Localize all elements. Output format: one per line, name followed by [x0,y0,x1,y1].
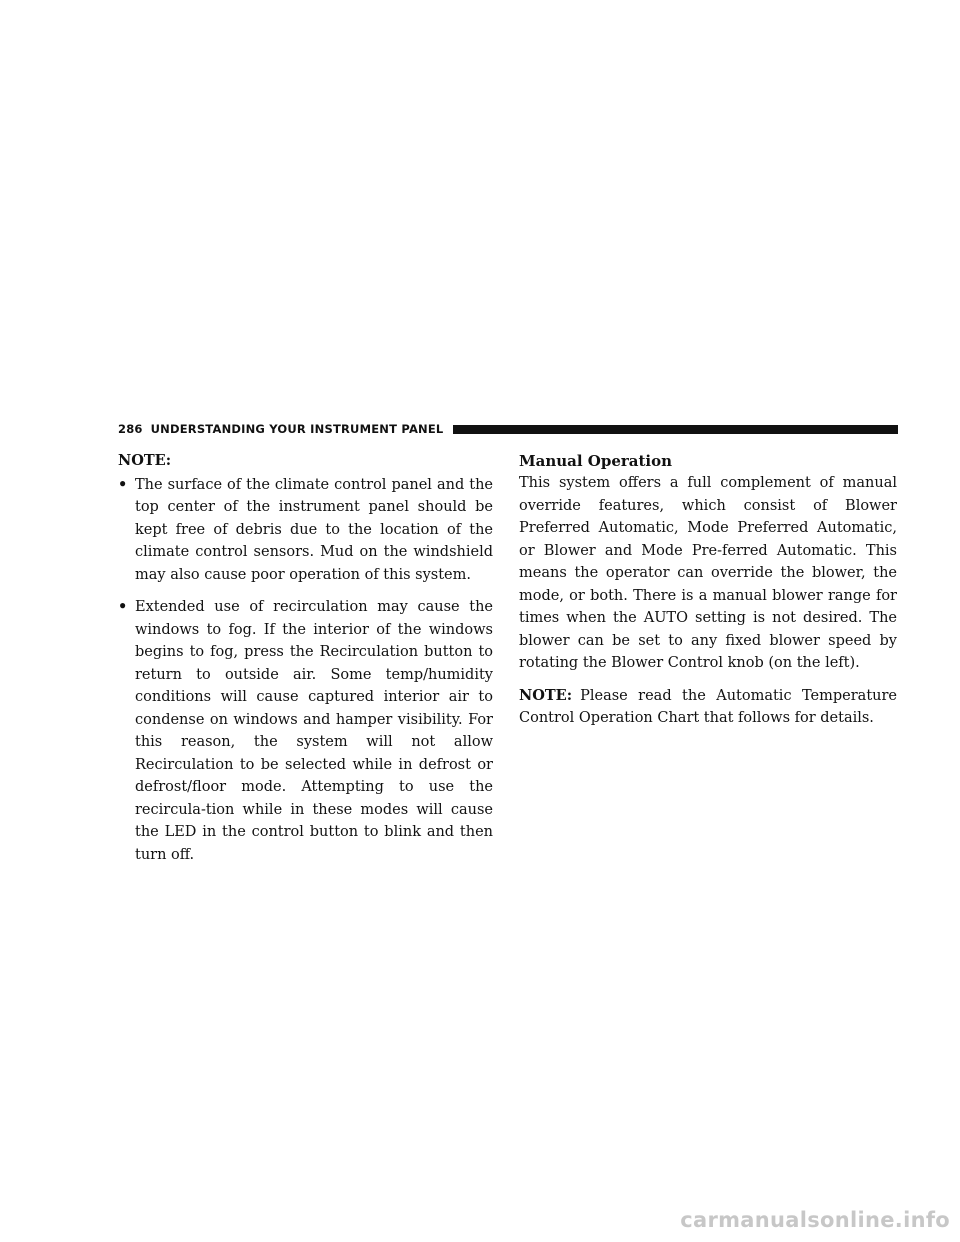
left-column [118,450,493,876]
note-label: NOTE: [519,686,573,704]
body-paragraph: This system offers a full complement of manual override features, which consist of Blower Preferred Automatic, Mode Preferred Automatic, or Blower and Mode Pre-ferred Automatic. This means the operator can override the blower, the mode, or both. There is a manual blower range for times when the AUTO setting is not desired. The blower can be set to any fixed blower speed by rotating the Blower Control knob (on the left). [519,475,897,671]
page-header [118,422,898,436]
note-text: Please read the Automatic Temperature Control Operation Chart that follows for details. [519,687,897,726]
list-item [118,596,493,866]
note-label: NOTE: [118,452,172,469]
section-heading: Manual Operation [519,452,673,470]
section-title: UNDERSTANDING YOUR INSTRUMENT PANEL [150,422,444,436]
bullet-text: Extended use of recirculation may cause the windows to fog. If the interior of the windows begins to fog, press the Recirculation button to return to outside air. Some temp/humidity conditions will cause captured interior air to condense on windows and hamper visibility. For this reason, the system will not allow Recirculation to be selected while in defrost or defrost/floor mode. Attempting to use the recircula-tion while in these modes will cause the LED in the control button to blink and then turn off. [135,599,493,863]
right-column [519,450,897,740]
watermark: carmanualsonline.info [680,1208,950,1232]
page-number: 286 [118,422,143,436]
note-paragraph [519,685,897,730]
list-item [118,474,493,587]
bullet-icon: • [118,475,128,493]
bullet-text: The surface of the climate control panel and the top center of the instrument panel should be kept free of debris due to the location of the climate control sensors. Mud on the windshield may also cause poor operation of this system. [135,476,493,583]
header-rule [453,425,898,434]
bullet-icon: • [118,598,128,615]
